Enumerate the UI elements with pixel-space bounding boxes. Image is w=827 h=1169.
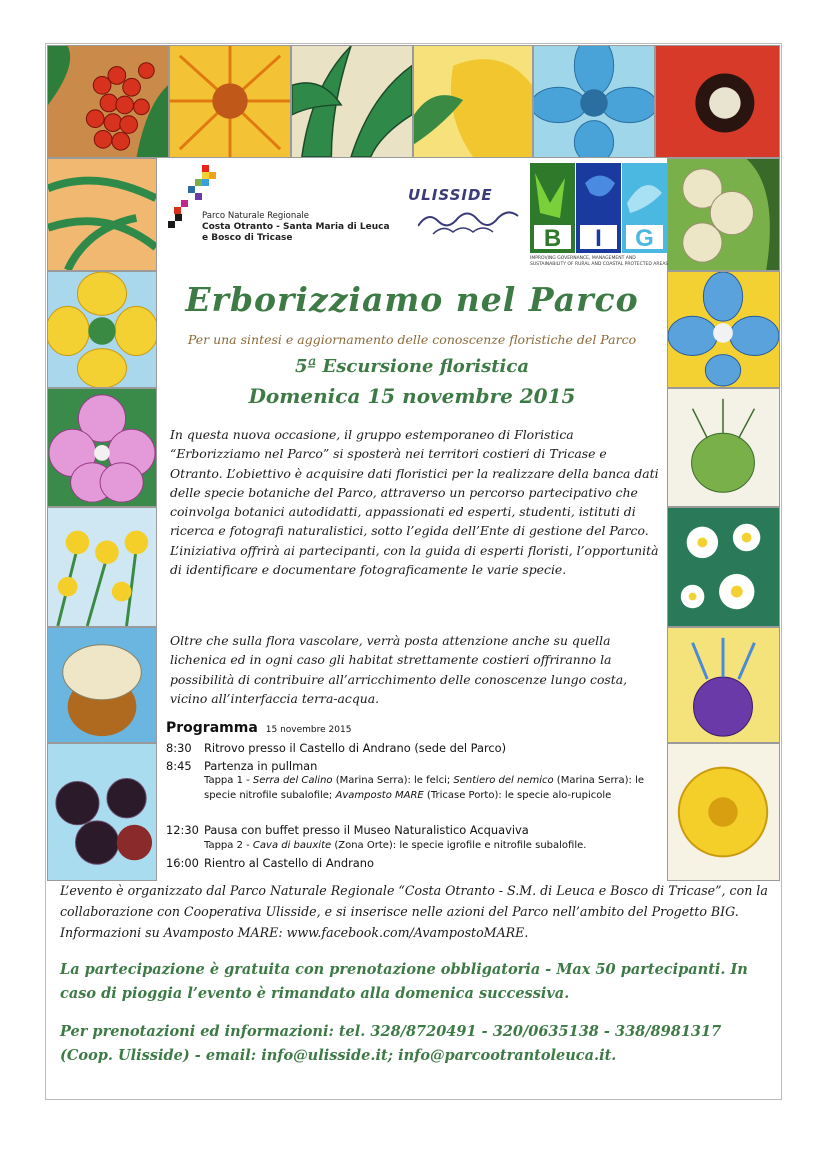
tappa1-place2: Sentiero del nemico [453, 775, 554, 786]
participation-text: La partecipazione è gratuita con prenotazione obbligatoria - Max 50 partecipanti. In caso di pioggia l’evento è rimandato alla domenica successiva. [60, 961, 748, 1002]
program-item [166, 856, 374, 870]
organizer-text: L’evento è organizzato dal Parco Naturale Regionale “Costa Otranto - S.M. di Leuca e Bosco di Tricase”, con la collaborazione con Cooperativa Ulisside, e si inserisce nelle azioni del Parco nell’ambito del Progetto BIG. Informazioni su Avamposto MARE: www.facebook.com/AvampostoMARE. [60, 883, 768, 940]
poster-subtitle: Per una sintesi e aggiornamento delle conoscenze floristiche del Parco [187, 332, 637, 347]
big-letter-i: I [595, 225, 602, 252]
tile-red-berries [47, 45, 169, 158]
edition-heading: 5ª Escursione floristica [294, 356, 530, 377]
tile-yellow-umbels [47, 507, 157, 627]
program-text: Rientro al Castello di Andrano [204, 856, 374, 870]
tile-yellow-buttercup [47, 271, 157, 388]
tile-orange-flower [169, 45, 291, 158]
parco-line1: Parco Naturale Regionale [202, 211, 310, 221]
ulisside-name: ULISSIDE [408, 186, 493, 204]
tile-white-berries [667, 158, 780, 271]
parco-logo-text [202, 211, 390, 244]
tappa1-desc2: (Marina Serra): le specie nitrofile subalofile; [204, 775, 645, 801]
program-item [166, 823, 529, 837]
big-letter-b: B [543, 225, 562, 252]
program-time: 8:30 [166, 741, 192, 755]
poster-title: Erborizziamo nel Parco [185, 280, 639, 319]
tappa1-place1: Serra del Calino [252, 775, 333, 786]
contacts-text: Per prenotazioni ed informazioni: tel. 328/8720491 - 320/0635138 - 338/8981317 (Coop. Ulisside) - email: info@ulisside.it; info@parcootrantoleuca.it. [60, 1023, 722, 1064]
program-time: 12:30 [166, 823, 199, 837]
tappa-2 [204, 839, 664, 854]
parco-logo [168, 165, 408, 245]
tappa-1 [204, 774, 664, 803]
tile-green-leaves [291, 45, 413, 158]
programma-heading [166, 720, 351, 736]
big-letter-g: G [635, 225, 654, 252]
tappa1-desc3: (Tricase Porto): le specie alo-rupicole [423, 789, 612, 801]
programma-date: 15 novembre 2015 [265, 725, 352, 735]
intro-paragraph: In questa nuova occasione, il gruppo estemporaneo di Floristica “Erborizziamo nel Parco” si sposterà nei territori costieri di Tricase e Otranto. L’obiettivo è acquisire dati floristici per la realizzare della banca dati delle specie botaniche del Parco, attraverso un percorso partecipativo che coinvolga botanici autodidatti, appassionati ed esperti, studenti, istituti di ricerca e fotografi naturalistici, sotto l’egida dell’Ente di gestione del Parco. L’iniziativa offrirà ai partecipanti, con la guida di esperti floristi, l’opportunità di identificare e documentare fotograficamente le varie specie. [170, 427, 659, 578]
big-caption: IMPROVING GOVERNANCE, MANAGEMENT AND SUSTAINABILITY OF RURAL AND COASTAL PROTECTED AREAS [530, 256, 669, 267]
tappa2-place: Cava di bauxite [252, 840, 332, 851]
parco-line2: Costa Otranto - Santa Maria di Leuca [202, 222, 390, 232]
tile-purple-muscari [667, 627, 780, 743]
tile-yellow-leaf [413, 45, 533, 158]
program-text: Partenza in pullman [204, 759, 318, 773]
tappa2-desc: (Zona Orte): le specie igrofile e nitrofile subalofile. [331, 840, 587, 851]
program-text: Pausa con buffet presso il Museo Naturalistico Acquaviva [204, 823, 529, 837]
program-text: Ritrovo presso il Castello di Andrano (sede del Parco) [204, 741, 507, 755]
date-heading: Domenica 15 novembre 2015 [248, 384, 576, 408]
tappa1-place3: Avamposto MARE [335, 789, 424, 801]
tile-red-poppy [655, 45, 780, 158]
tappa2-prefix: Tappa 2 - [204, 840, 253, 851]
parco-line3: e Bosco di Tricase [202, 233, 293, 243]
program-time: 8:45 [166, 759, 192, 773]
tile-green-stems [47, 158, 157, 271]
program-item [166, 759, 317, 773]
tile-acorn [47, 627, 157, 743]
programma-title: Programma [166, 720, 258, 736]
tile-thistle [667, 388, 780, 507]
tile-blackberries [47, 743, 157, 881]
big-logo [530, 163, 667, 253]
lichen-paragraph: Oltre che sulla flora vascolare, verrà posta attenzione anche su quella lichenica ed in ogni caso gli habitat strettamente costieri offriranno la possibilità di contribuire all’arricchimento delle conoscenze lungo costa, vicino all’interfaccia terra-acqua. [170, 633, 628, 706]
wave-icon [418, 206, 523, 236]
tappa1-prefix: Tappa 1 - [204, 775, 253, 786]
tile-white-daisies [667, 507, 780, 627]
ulisside-logo [408, 186, 523, 241]
tile-blue-iris [667, 271, 780, 388]
tappa1-desc1: (Marina Serra): le felci; [332, 775, 454, 786]
program-time: 16:00 [166, 856, 199, 870]
tile-blue-flower [533, 45, 655, 158]
tile-pink-mallow [47, 388, 157, 507]
program-item [166, 741, 506, 755]
tile-yellow-dandelion [667, 743, 780, 881]
